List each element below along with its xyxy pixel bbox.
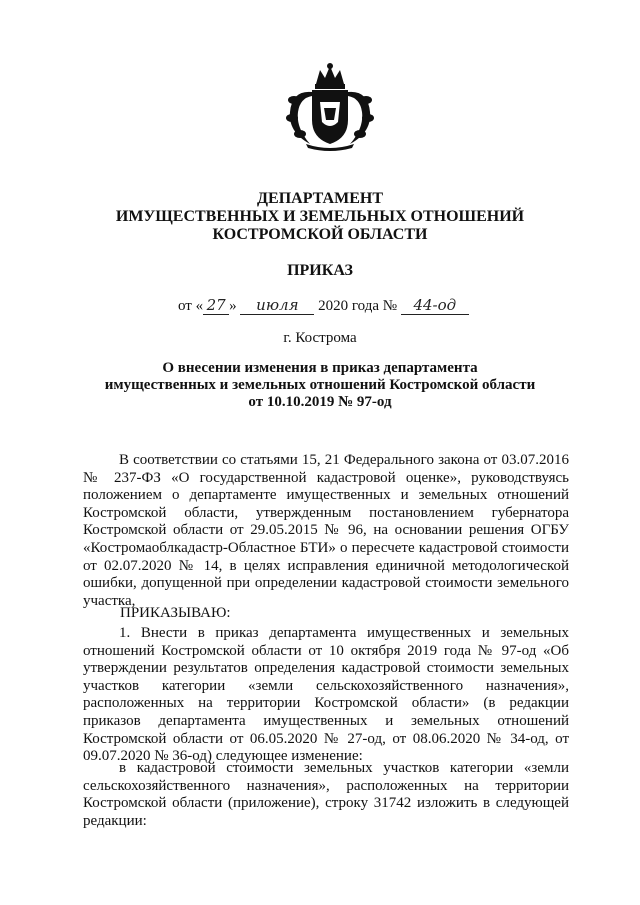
org-line-1: ДЕПАРТАМЕНТ	[257, 190, 383, 207]
date-month: июля	[240, 296, 314, 315]
preamble-paragraph: В соответствии со статьями 15, 21 Федерального закона от 03.07.2016 № 237-ФЗ «О государственной кадастровой оценке», руководствуясь положением о департаменте имущественных и земельных отношений Костромской области, утвержденным постановлением губернатора Костромской области от 29.05.2015 № 96, на основании решения ОГБУ «Костромаоблкадастр-Областное БТИ» о пересчете кадастровой стоимости от 02.07.2020 № 14, в целях исправления единичной методологической ошибки, допущенной при определении кадастровой стоимости земельного участка,	[83, 452, 569, 609]
date-line	[178, 296, 469, 315]
date-year: 2020 года	[318, 298, 379, 314]
date-mid: »	[229, 298, 237, 314]
city-name: г. Кострома	[283, 330, 357, 346]
org-line-3: КОСТРОМСКОЙ ОБЛАСТИ	[212, 226, 428, 243]
title-line-1: О внесении изменения в приказ департамента	[162, 360, 478, 376]
coat-of-arms-emblem	[282, 62, 378, 152]
date-day: 27	[203, 296, 229, 315]
org-line-2: ИМУЩЕСТВЕННЫХ И ЗЕМЕЛЬНЫХ ОТНОШЕНИЙ	[115, 208, 525, 225]
department-name	[0, 190, 640, 244]
order-word: ПРИКАЗЫВАЮ:	[120, 605, 231, 621]
title-line-3: от 10.10.2019 № 97-од	[248, 394, 392, 410]
amendment-paragraph: в кадастровой стоимости земельных участков категории «земли сельскохозяйственного назначения», расположенных на территории Костромской области (приложение), строку 31742 изложить в следующей редакции:	[83, 760, 569, 829]
title-line-2: имущественных и земельных отношений Костромской области	[104, 377, 536, 393]
document-title	[0, 360, 640, 411]
date-prefix: от «	[178, 298, 204, 314]
document-type: ПРИКАЗ	[287, 262, 353, 279]
clause-1-paragraph: 1. Внести в приказ департамента имущественных и земельных отношений Костромской области от 10 октября 2019 года № 97-од «Об утверждении результатов определения кадастровой стоимости земельных участков категории «земли сельскохозяйственного назначения», расположенных на территории Костромской области» (в редакции приказов департамента имущественных и земельных отношений Костромской области от 06.05.2020 № 27-од, от 08.06.2020 № 34-од, от 09.07.2020 № 36-од) следующее изменение:	[83, 625, 569, 765]
number-sign: №	[382, 298, 398, 314]
document-number: 44-од	[401, 296, 469, 315]
